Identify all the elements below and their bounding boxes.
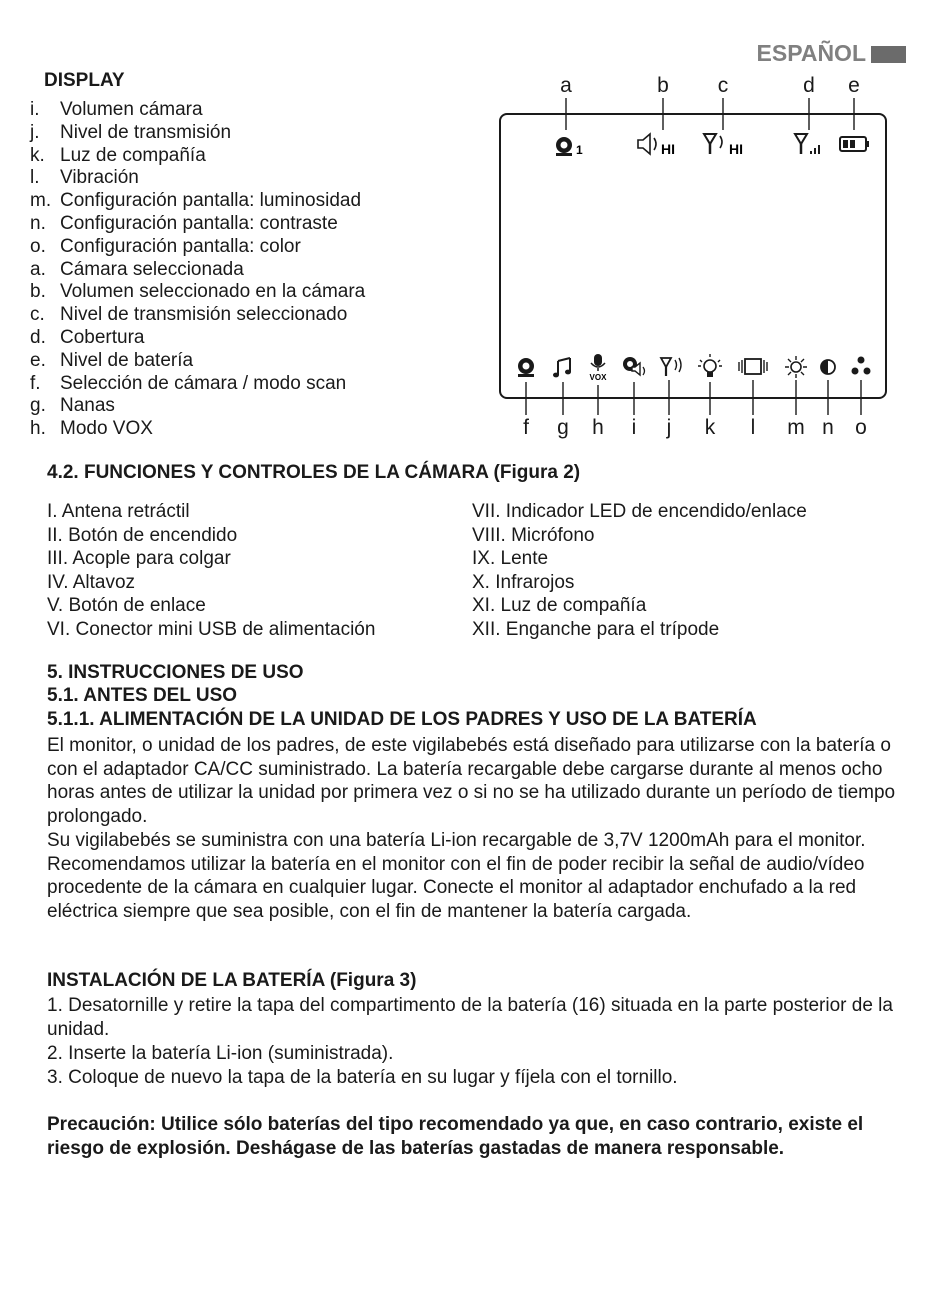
- legend-text: Luz de compañía: [60, 144, 206, 166]
- legend-key: n.: [30, 212, 46, 234]
- figure-label-a: a: [560, 74, 572, 97]
- display-legend-item: [30, 167, 365, 190]
- figure-label-c: c: [717, 74, 729, 97]
- list-item: V. Botón de enlace: [47, 595, 206, 617]
- contrast-icon: [821, 360, 835, 374]
- battery-step-3: 3. Coloque de nuevo la tapa de la batería en su lugar y fíjela con el tornillo.: [47, 1067, 678, 1088]
- figure-label-j: j: [666, 416, 672, 439]
- figure-label-h: h: [592, 416, 604, 439]
- display-screen-frame: [500, 114, 886, 398]
- color-icon: [852, 357, 871, 375]
- battery-step-2: 2. Inserte la batería Li-ion (suministrada).: [47, 1043, 394, 1064]
- display-legend-item: [30, 304, 365, 327]
- volume-level-label: HI: [661, 141, 675, 157]
- list-item: II. Botón de encendido: [47, 524, 238, 546]
- battery-warning: Precaución: Utilice sólo baterías del tipo recomendado ya que, en caso contrario, existe el riesgo de explosión. Deshágase de las baterías gastadas de manera responsable.: [47, 1114, 864, 1159]
- list-item: VIII. Micrófono: [472, 524, 595, 546]
- display-legend-item: [30, 373, 365, 396]
- legend-text: Configuración pantalla: contraste: [60, 212, 338, 234]
- legend-text: Volumen cámara: [60, 99, 203, 120]
- language-bar: [871, 46, 906, 63]
- section-5-paragraph-1: El monitor, o unidad de los padres, de este vigilabebés está diseñado para utilizarse con la batería o con el adaptador CA/CC suministrado. La batería recargable debe cargarse durante al menos ocho horas antes de utilizar la unidad por primera vez o si no se ha utilizado durante un período de tiempo prolongado.: [47, 735, 896, 827]
- speaker-volume-icon: [638, 134, 675, 157]
- section-5-paragraph-2: Su vigilabebés se suministra con una batería Li-ion recargable de 3,7V 1200mAh para el monitor. Recomendamos utilizar la batería en el monitor con el fin de poder recibir la señal de audio/vídeo procedente de la cámara en cualquier lugar. Conecte el monitor al adaptador enchufado a la red eléctrica siempre que sea posible, con el fin de mantener la batería cargada.: [47, 830, 866, 922]
- battery-step-1: 1. Desatornille y retire la tapa del compartimento de la batería (16) situada en la parte posterior de la unidad.: [47, 995, 893, 1040]
- list-item: VII. Indicador LED de encendido/enlace: [472, 501, 807, 522]
- legend-text: Configuración pantalla: color: [60, 235, 301, 257]
- list-item: IV. Altavoz: [47, 571, 136, 593]
- sun-brightness-icon: [785, 356, 807, 378]
- legend-text: Nivel de transmisión: [60, 121, 232, 143]
- legend-key: k.: [30, 144, 45, 166]
- list-item: X. Infrarojos: [472, 571, 575, 593]
- display-legend-item: [30, 350, 365, 373]
- figure-label-b: b: [657, 74, 669, 97]
- display-legend-item: [30, 213, 365, 236]
- vox-label: VOX: [589, 373, 607, 382]
- display-legend-item: [30, 236, 365, 259]
- antenna-transmission-icon: [704, 134, 743, 157]
- display-legend-item: [30, 327, 365, 350]
- legend-key: b.: [30, 281, 46, 303]
- legend-text: Nivel de batería: [60, 349, 194, 371]
- battery-heading: INSTALACIÓN DE LA BATERÍA (Figura 3): [47, 970, 417, 991]
- display-legend-item: [30, 122, 365, 145]
- legend-key: f.: [30, 372, 41, 394]
- legend-text: Cámara seleccionada: [60, 258, 244, 280]
- legend-key: g.: [30, 395, 46, 417]
- display-legend-item: [30, 259, 365, 282]
- figure-label-i: i: [631, 416, 637, 439]
- display-legend-item: [30, 99, 365, 122]
- legend-key: j.: [30, 121, 40, 143]
- legend-key: d.: [30, 326, 46, 348]
- figure-label-l: l: [750, 416, 756, 439]
- figure-label-n: n: [822, 416, 834, 439]
- display-legend-item: [30, 145, 365, 168]
- legend-text: Nivel de transmisión seleccionado: [60, 304, 348, 326]
- legend-key: a.: [30, 258, 46, 280]
- list-item: XII. Enganche para el trípode: [472, 618, 720, 640]
- legend-key: o.: [30, 235, 46, 257]
- legend-key: h.: [30, 418, 46, 440]
- figure-label-k: k: [704, 416, 716, 439]
- display-legend-item: [30, 395, 365, 418]
- section-42-left-list: [47, 500, 375, 642]
- figure-label-g: g: [557, 416, 569, 439]
- battery-icon: [840, 137, 869, 151]
- section-42-right-list: [472, 500, 807, 642]
- section-51-heading: 5.1. ANTES DEL USO: [47, 685, 238, 706]
- transmission-level-label: HI: [729, 141, 743, 157]
- display-legend-item: [30, 418, 365, 441]
- camera-icon: [556, 137, 583, 157]
- vibration-icon: [739, 359, 767, 374]
- legend-text: Selección de cámara / modo scan: [60, 372, 347, 394]
- figure-label-e: e: [848, 74, 860, 97]
- music-note-icon: [553, 358, 571, 377]
- display-figure: [486, 70, 906, 450]
- section-42-heading: 4.2. FUNCIONES Y CONTROLES DE LA CÁMARA (Figura 2): [47, 462, 581, 483]
- figure-label-d: d: [803, 74, 815, 97]
- list-item: I. Antena retráctil: [47, 501, 190, 522]
- camera-volume-icon: [623, 357, 645, 375]
- legend-key: c.: [30, 304, 45, 326]
- microphone-vox-icon: [590, 354, 608, 382]
- camera-select-icon: [518, 358, 534, 377]
- legend-key: e.: [30, 349, 46, 371]
- list-item: IX. Lente: [472, 548, 549, 570]
- display-heading: DISPLAY: [44, 70, 125, 91]
- display-legend-list: [30, 99, 365, 441]
- legend-text: Nanas: [60, 395, 115, 417]
- antenna-level-icon: [661, 358, 681, 376]
- camera-number-label: 1: [576, 143, 583, 157]
- legend-key: i.: [30, 99, 40, 120]
- legend-key: m.: [30, 190, 52, 212]
- language-label: ESPAÑOL: [756, 40, 866, 66]
- legend-text: Vibración: [60, 167, 139, 189]
- legend-text: Configuración pantalla: luminosidad: [60, 190, 362, 212]
- figure-label-o: o: [855, 416, 867, 439]
- list-item: III. Acople para colgar: [47, 548, 231, 570]
- section-5-heading: 5. INSTRUCCIONES DE USO: [47, 662, 304, 683]
- bulb-icon: [698, 354, 722, 377]
- figure-label-m: m: [787, 416, 805, 439]
- display-legend-item: [30, 190, 365, 213]
- legend-text: Cobertura: [60, 326, 145, 348]
- legend-key: l.: [30, 167, 40, 189]
- list-item: XI. Luz de compañía: [472, 595, 647, 617]
- legend-text: Volumen seleccionado en la cámara: [60, 281, 366, 303]
- figure-label-f: f: [523, 416, 529, 439]
- display-legend-item: [30, 281, 365, 304]
- list-item: VI. Conector mini USB de alimentación: [47, 618, 376, 640]
- section-511-heading: 5.1.1. ALIMENTACIÓN DE LA UNIDAD DE LOS PADRES Y USO DE LA BATERÍA: [47, 709, 757, 730]
- legend-text: Modo VOX: [60, 418, 153, 440]
- signal-coverage-icon: [795, 134, 820, 154]
